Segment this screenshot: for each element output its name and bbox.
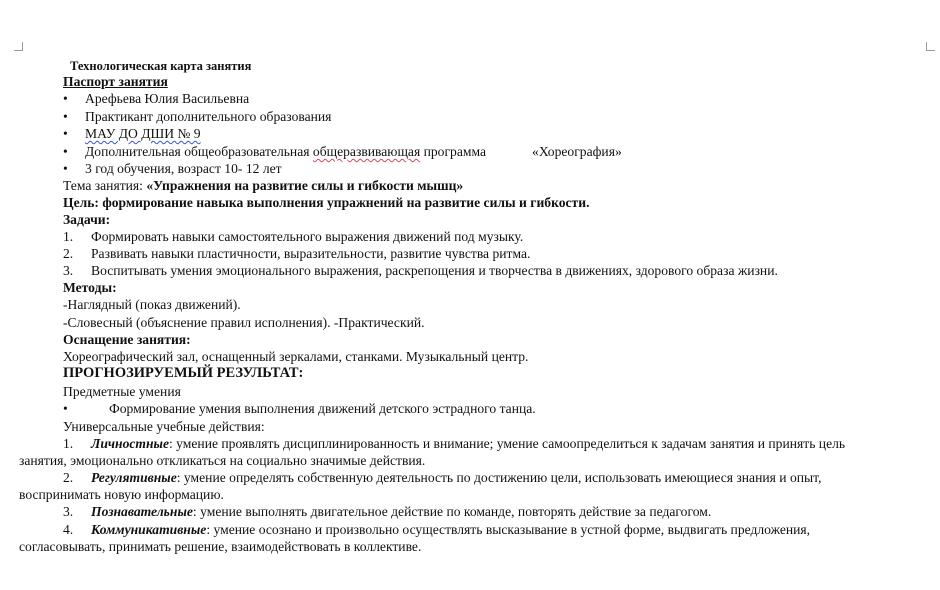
task-item: 3. Воспитывать умения эмоционального выражения, раскрепощения и творчества в движениях, здорового образа жизни. [63,263,778,278]
bullet: • [63,144,68,159]
passport-item: • 3 год обучения, возраст 10- 12 лет [63,161,282,176]
uud-item-continuation: воспринимать новую информацию. [19,487,224,502]
passport-item: • МАУ ДО ДШИ № 9 [63,126,201,141]
uud-item-continuation: занятия, эмоционально откликаться на социально значимые действия. [19,453,426,468]
universal-heading: Универсальные учебные действия: [63,419,265,434]
lesson-goal: Цель: формирование навыка выполнения упражнений на развитие силы и гибкости. [63,195,590,210]
bullet: • [63,161,68,176]
uud-item: 4. Коммуникативные: умение осознано и произвольно осуществлять высказывание в устной форме, выдвигать предложения, [63,522,811,537]
method-item: -Наглядный (показ движений). [63,297,241,312]
tasks-heading: Задачи: [63,212,111,227]
subject-skill-item: • Формирование умения выполнения движений детского эстрадного танца. [63,401,536,416]
uud-item-continuation: согласовывать, принимать решение, взаимодействовать в коллективе. [19,539,422,554]
margin-corner-mark-right [926,42,935,51]
bullet: • [63,401,68,416]
uud-item: 1. Личностные: умение проявлять дисциплинированность и внимание; умение самоопределиться к задачам занятия и принять цель [63,436,846,451]
passport-item: • Практикант дополнительного образования [63,109,332,124]
equipment-text: Хореографический зал, оснащенный зеркалами, станками. Музыкальный центр. [63,349,529,364]
methods-heading: Методы: [63,280,117,295]
equipment-heading: Оснащение занятия: [63,332,191,347]
passport-heading: Паспорт занятия [63,74,168,89]
method-item: -Словесный (объяснение правил исполнения). -Практический. [63,315,425,330]
bullet: • [63,126,68,141]
bullet: • [63,109,68,124]
task-item: 1. Формировать навыки самостоятельного выражения движений под музыку. [63,229,524,244]
uud-item: 2. Регулятивные: умение определять собственную деятельность по достижению цели, использовать имеющиеся знания и опыт, [63,470,822,485]
result-heading: ПРОГНОЗИРУЕМЫЙ РЕЗУЛЬТАТ: [63,365,304,381]
subject-skills-label: Предметные умения [63,384,181,399]
document-title: Технологическая карта занятия [70,59,252,73]
passport-item: • Арефьева Юлия Васильевна [63,91,250,106]
uud-item: 3. Познавательные: умение выполнять двигательное действие по команде, повторять действие за педагогом. [63,504,712,519]
margin-corner-mark-left [14,42,23,51]
lesson-topic: Тема занятия: «Упражнения на развитие силы и гибкости мышц» [63,178,464,193]
task-item: 2. Развивать навыки пластичности, выразительности, развитие чувства ритма. [63,246,531,261]
bullet: • [63,91,68,106]
passport-item-program: • Дополнительная общеобразовательная общеразвивающая программа «Хореография» [63,144,622,159]
